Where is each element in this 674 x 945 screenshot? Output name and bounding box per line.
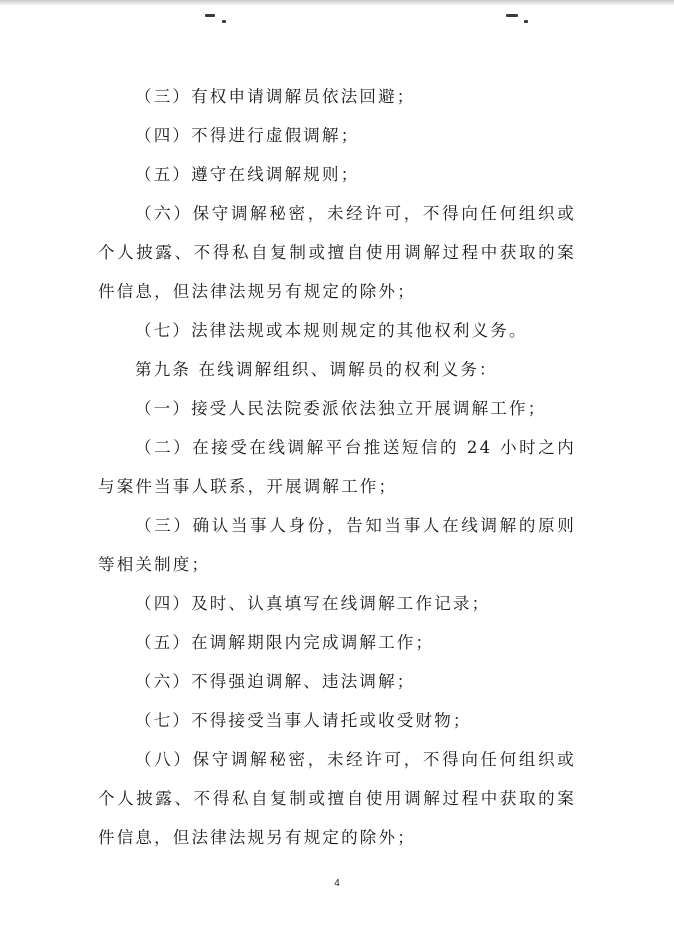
article-9-item-6: （六）不得强迫调解、违法调解； [135, 672, 416, 691]
paragraph-item-7: （七）法律法规或本规则规定的其他权利义务。 [135, 321, 528, 340]
scan-mark [222, 20, 226, 23]
article-9-item-2: （二）在接受在线调解平台推送短信的 24 小时之内与案件当事人联系，开展调解工作； [98, 438, 576, 496]
article-9-heading: 第九条 在线调解组织、调解员的权利义务： [135, 360, 498, 379]
paragraph-item-6: （六）保守调解秘密，未经许可，不得向任何组织或个人披露、不得私自复制或擅自使用调解过程中获取的案件信息，但法律法规另有规定的除外； [98, 204, 576, 301]
document-body [98, 77, 576, 857]
paragraph-item-3: （三）有权申请调解员依法回避； [135, 87, 416, 106]
article-9-item-8: （八）保守调解秘密，未经许可，不得向任何组织或个人披露、不得私自复制或擅自使用调解过程中获取的案件信息，但法律法规另有规定的除外； [98, 750, 576, 847]
scan-mark [205, 14, 215, 17]
scan-mark [524, 20, 528, 23]
article-9-item-5: （五）在调解期限内完成调解工作； [135, 633, 435, 652]
scan-top-edge [0, 0, 674, 6]
article-9-item-4: （四）及时、认真填写在线调解工作记录； [135, 594, 491, 613]
paragraph-item-4: （四）不得进行虚假调解； [135, 126, 360, 145]
article-9-item-1: （一）接受人民法院委派依法独立开展调解工作； [135, 399, 547, 418]
page-number: 4 [334, 878, 340, 889]
article-9-item-3: （三）确认当事人身份，告知当事人在线调解的原则等相关制度； [98, 516, 576, 574]
scan-mark [506, 14, 518, 17]
article-9-item-7: （七）不得接受当事人请托或收受财物； [135, 711, 472, 730]
paragraph-item-5: （五）遵守在线调解规则； [135, 165, 360, 184]
